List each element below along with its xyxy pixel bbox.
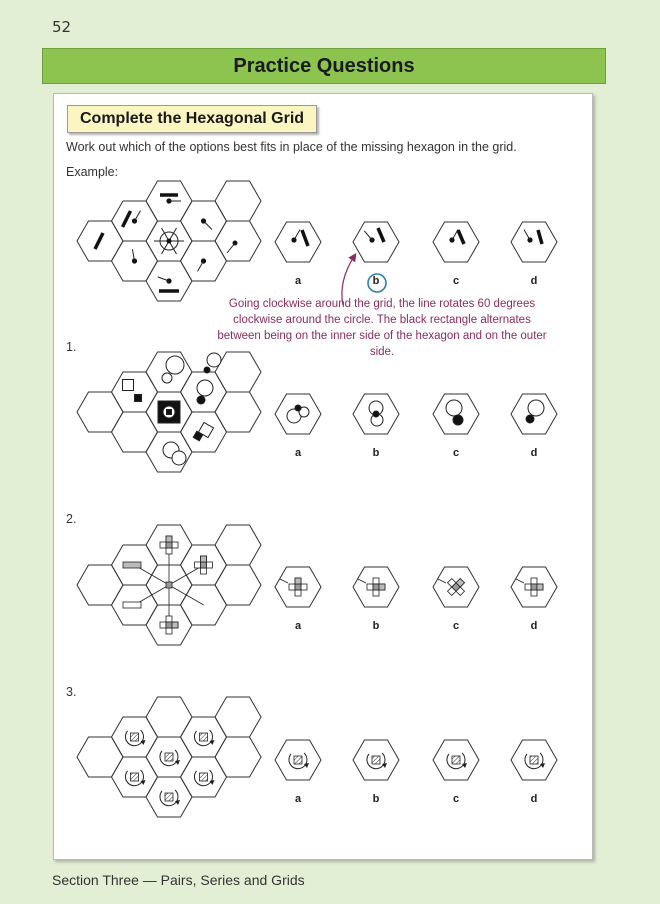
- puzzle-figures: [53, 93, 591, 858]
- example-option-b-hex: [353, 222, 399, 262]
- q2-hex-outer-top-right: [215, 525, 261, 565]
- example-option-a-hex: [275, 222, 321, 262]
- example-hex-outer-top-right: [215, 181, 261, 221]
- q1-hex-top-left: [112, 372, 158, 412]
- q2-hex-outer-left: [77, 565, 123, 605]
- question-number-3: 3.: [66, 685, 77, 699]
- footer: Section Three — Pairs, Series and Grids: [52, 872, 305, 888]
- example-option-label-d: d: [530, 275, 538, 287]
- q1-hex-bottom-left: [112, 412, 158, 452]
- q3-option-label-b: b: [372, 793, 380, 805]
- example-annotation: Going clockwise around the grid, the line rotates 60 degrees clockwise around the circle. The black rectangle alternates between being on the inner side of the hexagon and on the outer side.: [217, 298, 547, 358]
- example-option-label-a: a: [294, 275, 302, 287]
- section-label: Complete the Hexagonal Grid: [67, 105, 317, 133]
- q3-option-label-d: d: [530, 793, 538, 805]
- q3-option-label-c: c: [452, 793, 460, 805]
- q2-option-label-c: c: [452, 620, 460, 632]
- q3-option-label-a: a: [294, 793, 302, 805]
- page-number: 52: [52, 18, 72, 36]
- instructions: Work out which of the options best fits in place of the missing hexagon in the grid.: [66, 140, 517, 154]
- q2-hex-outer-right: [215, 565, 261, 605]
- q1-hex-outer-top-right: [215, 352, 261, 392]
- q3-hex-outer-right: [215, 737, 261, 777]
- page-title: Practice Questions: [42, 48, 606, 84]
- question-number-2: 2.: [66, 512, 77, 526]
- q3-hex-top: [146, 697, 192, 737]
- question-number-1: 1.: [66, 340, 77, 354]
- example-option-d-hex: [511, 222, 557, 262]
- q1-option-label-d: d: [530, 447, 538, 459]
- q3-hex-outer-left: [77, 737, 123, 777]
- q2-option-label-a: a: [294, 620, 302, 632]
- example-option-label-b: b: [372, 275, 380, 287]
- example-label: Example:: [66, 165, 119, 179]
- q3-hex-outer-top-right: [215, 697, 261, 737]
- q2-option-label-d: d: [530, 620, 538, 632]
- q1-hex-outer-left: [77, 392, 123, 432]
- example-option-label-c: c: [452, 275, 460, 287]
- q1-option-label-a: a: [294, 447, 302, 459]
- q2-option-label-b: b: [372, 620, 380, 632]
- q1-hex-outer-right: [215, 392, 261, 432]
- annotation-arrow: [342, 255, 355, 305]
- q1-option-label-c: c: [452, 447, 460, 459]
- example-option-c-hex: [433, 222, 479, 262]
- example-hex-outer-right: [215, 221, 261, 261]
- q1-option-label-b: b: [372, 447, 380, 459]
